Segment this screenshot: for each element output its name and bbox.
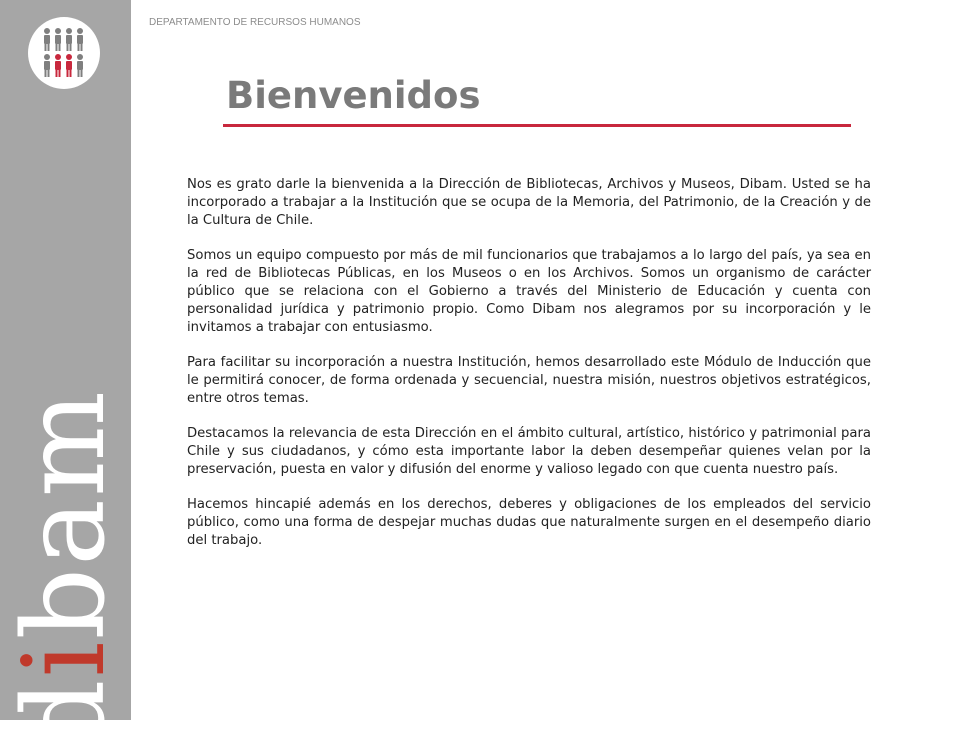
logo [28, 17, 100, 89]
paragraph-1: Nos es grato darle la bienvenida a la Dirección de Bibliotecas, Archivos y Museos, Dibam. Usted se ha incorporado a trabajar a la Institución que se ocupa de la Memoria, del Patrimonio, de la Creación y de la Cultura de Chile. [187, 177, 871, 228]
sidebar [0, 0, 131, 751]
paragraph-3: Para facilitar su incorporación a nuestra Institución, hemos desarrollado este Módulo de Inducción que le permitirá conocer, de forma ordenada y secuencial, nuestra misión, nuestros objetivos estratégicos, entre otros temas. [187, 355, 871, 406]
brand-word-start: d [0, 677, 130, 751]
page-title: Bienvenidos [226, 74, 481, 117]
paragraph-2: Somos un equipo compuesto por más de mil funcionarios que trabajamos a lo largo del país, ya sea en la red de Bibliotecas Públicas, en los Museos o en los Archivos. Somos un organismo de carácter público que se relaciona con el Gobierno a través del Ministerio de Educación y cuenta con personalidad jurídica y patrimonio propio. Como Dibam nos alegramos por su incorporación y le invitamos a trabajar con entusiasmo. [187, 248, 871, 335]
brand-wordmark [0, 388, 130, 751]
people-group-icon [28, 17, 100, 89]
welcome-text [187, 176, 871, 567]
brand-word-accent: i [0, 639, 130, 678]
paragraph-5: Hacemos hincapié además en los derechos, deberes y obligaciones de los empleados del servicio público, como una forma de despejar muchas dudas que naturalmente surgen en el desempeño diario del trabajo. [187, 497, 871, 548]
paragraph-4: Destacamos la relevancia de esta Dirección en el ámbito cultural, artístico, histórico y patrimonial para Chile y sus ciudadanos, y cómo esta importante labor la deben desempeñar quienes velan por la preservación, puesta en valor y difusión del enorme y valioso legado con que cuenta nuestro país. [187, 426, 871, 477]
brand-word-end: bam [0, 388, 130, 640]
title-underline [223, 124, 851, 127]
department-label: DEPARTAMENTO DE RECURSOS HUMANOS [149, 17, 361, 28]
